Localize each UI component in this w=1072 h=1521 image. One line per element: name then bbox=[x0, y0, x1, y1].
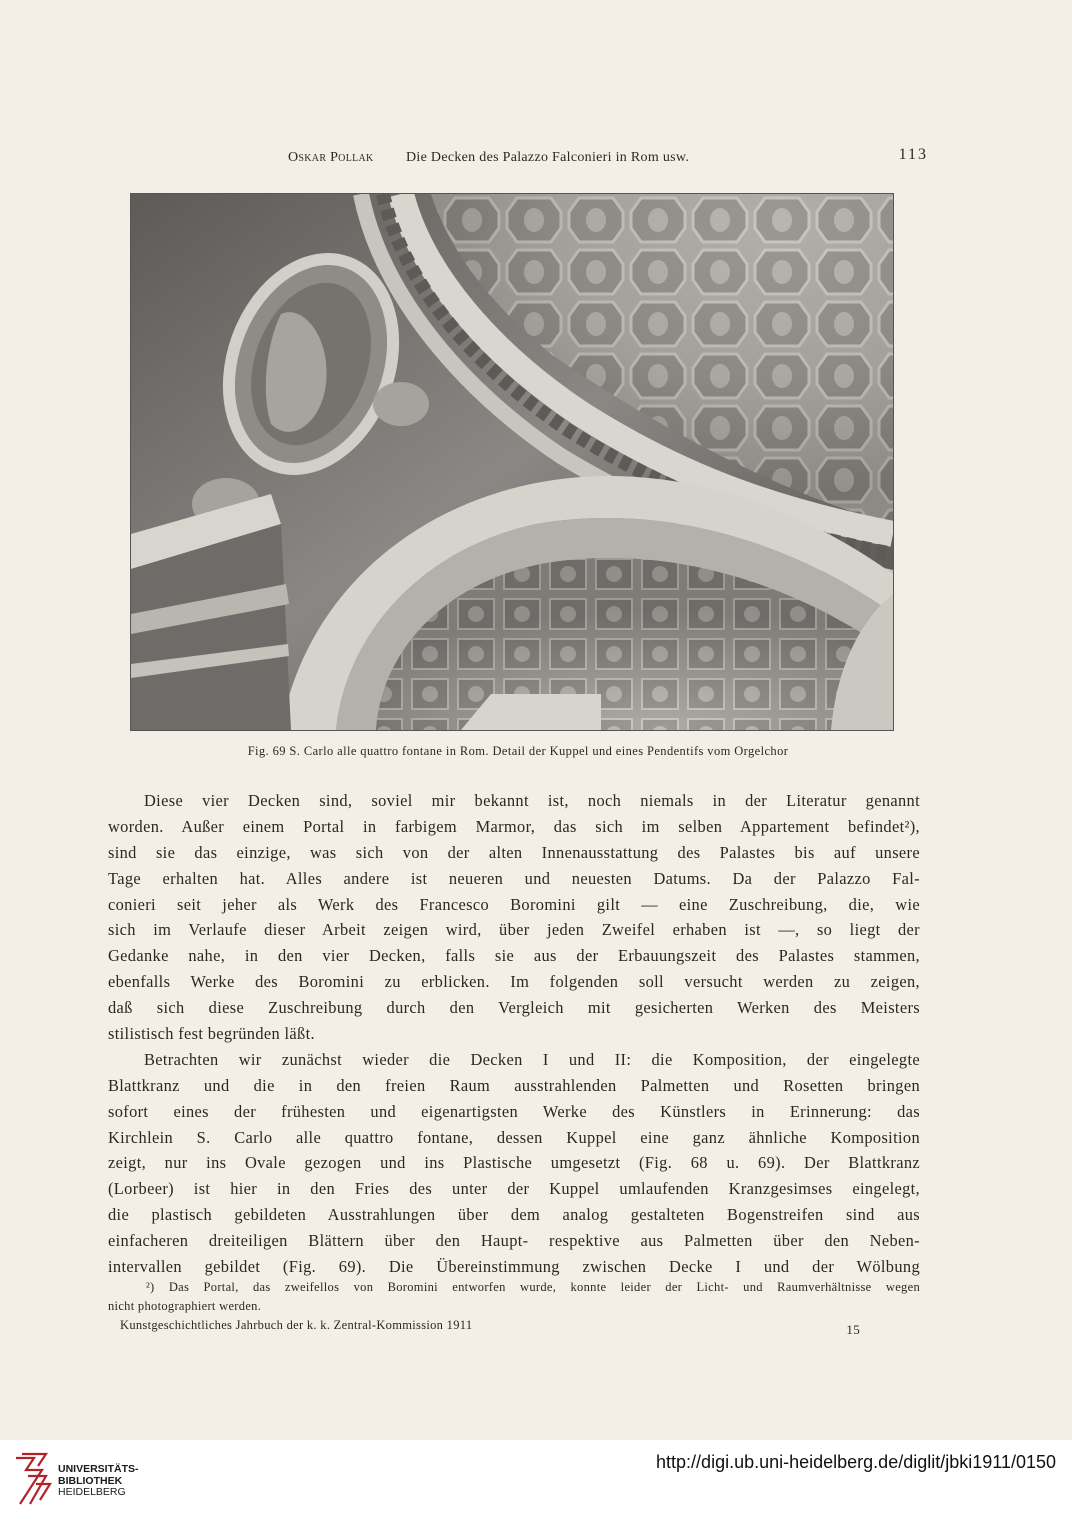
permalink-url[interactable]: http://digi.ub.uni-heidelberg.de/diglit/jbki1911/0150 bbox=[656, 1452, 1056, 1472]
signature-number: 15 bbox=[846, 1322, 860, 1337]
text-line: sich im Verlaufe dieser Arbeit zeigen wird, über jeden Zweifel erhaben ist —, so liegt der bbox=[108, 920, 920, 940]
text-line: worden. Außer einem Portal in farbigem Marmor, das sich im selben Appartement befindet²), bbox=[108, 816, 920, 836]
footnote-line: ²) Das Portal, das zweifellos von Boromini entworfen wurde, konnte leider der Licht- und Raumverhältnisse wegen bbox=[146, 1280, 920, 1294]
text-line: sind sie das einzige, was sich von der alten Innenausstattung des Palastes bis auf unsere bbox=[108, 842, 920, 862]
text-line: ebenfalls Werke des Boromini zu erblicken. Im folgenden soll versucht werden zu zeigen, bbox=[108, 972, 920, 992]
text-line: einfacheren dreiteiligen Blättern über den Haupt- respektive aus Palmetten über den Neben- bbox=[108, 1231, 920, 1251]
text-line: Gedanke nahe, in den vier Decken, falls sie aus der Erbauungszeit des Palastes stammen, bbox=[108, 946, 920, 966]
text-line: die plastisch gebildeten Ausstrahlungen über dem analog gestalteten Bogenstreifen sind aus bbox=[108, 1205, 920, 1225]
library-name-line: UNIVERSITÄTS- bbox=[58, 1463, 139, 1475]
text-line: Diese vier Decken sind, soviel mir bekannt ist, noch niemals in der Literatur genannt bbox=[144, 791, 920, 810]
text-line: sofort eines der frühesten und eigenartigsten Werke des Künstlers in Erinnerung: das bbox=[108, 1101, 920, 1121]
footnote-line: nicht photographiert werden. bbox=[108, 1299, 262, 1313]
library-logo-icon bbox=[12, 1450, 52, 1510]
body-text bbox=[108, 788, 920, 1280]
text-line: Kirchlein S. Carlo alle quattro fontane, dessen Kuppel eine ganz ähnliche Komposition bbox=[108, 1127, 920, 1147]
text-line: zeigt, nur ins Ovale gezogen und ins Plastische umgesetzt (Fig. 68 u. 69). Der Blattkranz bbox=[108, 1153, 920, 1173]
header-title: Die Decken des Palazzo Falconieri in Rom usw. bbox=[406, 150, 690, 165]
text-line: (Lorbeer) ist hier in den Fries des unter der Kuppel umlaufenden Kranzgesimses eingelegt, bbox=[108, 1179, 920, 1199]
signature-line bbox=[120, 1318, 860, 1337]
library-name-line: BIBLIOTHEK bbox=[58, 1474, 123, 1487]
page-number: 113 bbox=[898, 146, 928, 163]
text-line: Betrachten wir zunächst wieder die Decken I und II: die Komposition, der eingelegte bbox=[144, 1049, 920, 1069]
header-author: Oskar Pollak bbox=[288, 150, 374, 165]
text-line: Tage erhalten hat. Alles andere ist neueren und neuesten Datums. Da der Palazzo Fal- bbox=[108, 868, 920, 888]
text-line: Blattkranz und die in den freien Raum ausstrahlenden Palmetten und Rosetten bringen bbox=[108, 1075, 920, 1095]
text-line: daß sich diese Zuschreibung durch den Vergleich mit gesicherten Werken des Meisters bbox=[108, 998, 920, 1018]
text-line: intervallen gebildet (Fig. 69). Die Übereinstimmung zwischen Decke I und der Wölbung bbox=[108, 1257, 920, 1277]
footnote bbox=[108, 1278, 920, 1316]
figure-caption: Fig. 69 S. Carlo alle quattro fontane in Rom. Detail der Kuppel und eines Pendentifs vom Orgelchor bbox=[247, 744, 789, 758]
signature-text: Kunstgeschichtliches Jahrbuch der k. k. Zentral-Kommission 1911 bbox=[120, 1318, 473, 1332]
running-header bbox=[108, 146, 928, 174]
text-line: conieri seit jeher als Werk des Francesco Boromini gilt — eine Zuschreibung, die, wie bbox=[108, 894, 920, 914]
text-line: stilistisch fest begründen läßt. bbox=[108, 1024, 315, 1044]
library-name-line: HEIDELBERG bbox=[58, 1486, 126, 1498]
figure-photograph bbox=[130, 193, 894, 731]
library-name bbox=[58, 1464, 139, 1499]
dome-photograph-image bbox=[131, 194, 893, 730]
